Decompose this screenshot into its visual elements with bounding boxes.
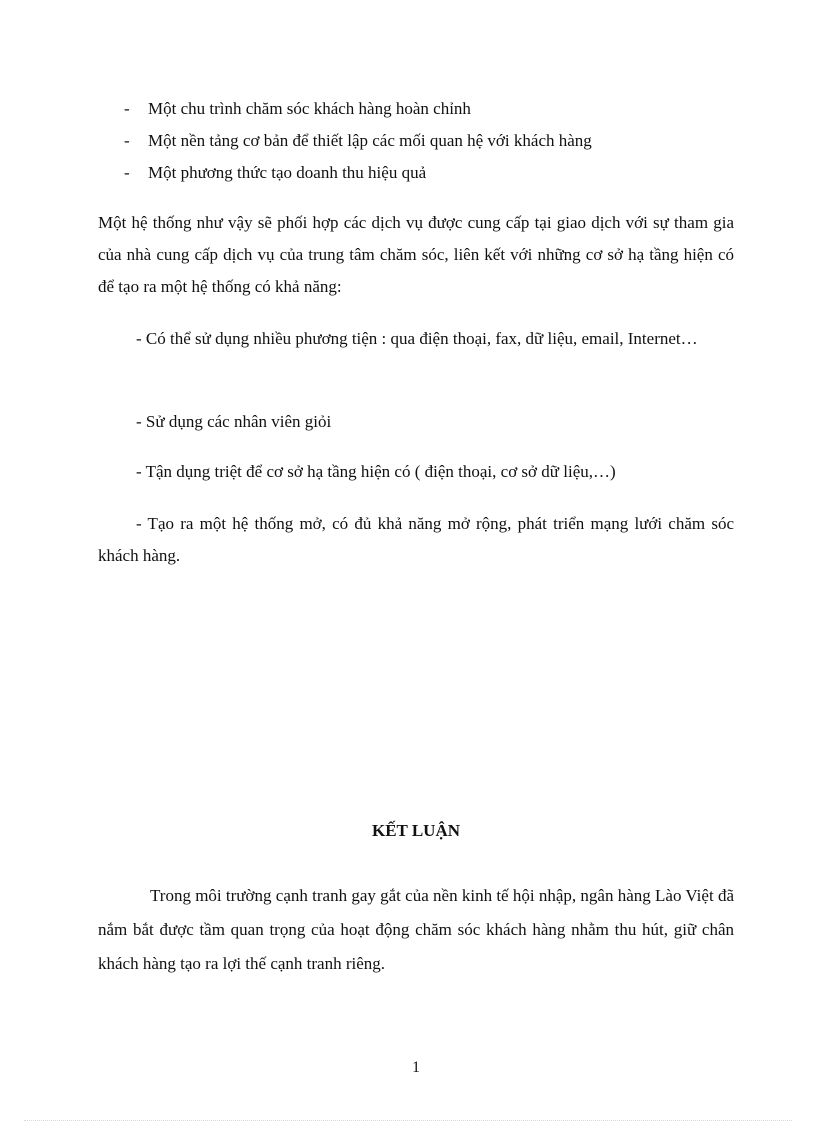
bullet-text: Một phương thức tạo doanh thu hiệu quả bbox=[148, 163, 427, 182]
capability-item: - Tận dụng triệt để cơ sở hạ tầng hiện có ( điện thoại, cơ sở dữ liệu,…) bbox=[136, 462, 616, 481]
intro-paragraph: Một hệ thống như vậy sẽ phối hợp các dịch vụ được cung cấp tại giao dịch với sự tham gia của nhà cung cấp dịch vụ của trung tâm chăm sóc, liên kết với những cơ sở hạ tầng hiện có để tạo ra một hệ thống có khả năng: bbox=[98, 213, 734, 296]
page-bottom-divider bbox=[24, 1120, 792, 1121]
bullet-dash: - bbox=[124, 99, 130, 118]
bullet-text: Một chu trình chăm sóc khách hàng hoàn chỉnh bbox=[148, 99, 471, 118]
bullet-list bbox=[124, 96, 744, 192]
conclusion-paragraph: Trong môi trường cạnh tranh gay gắt của nền kinh tế hội nhập, ngân hàng Lào Việt đã nắm bắt được tầm quan trọng của hoạt động chăm sóc khách hàng nhằm thu hút, giữ chân khách hàng tạo ra lợi thế cạnh tranh riêng. bbox=[98, 886, 734, 973]
page-number: 1 bbox=[412, 1059, 420, 1076]
capability-item: - Tạo ra một hệ thống mở, có đủ khả năng mở rộng, phát triển mạng lưới chăm sóc khách hàng. bbox=[98, 514, 734, 565]
bullet-text: Một nền tảng cơ bản để thiết lập các mối quan hệ với khách hàng bbox=[148, 131, 592, 150]
conclusion-heading: KẾT LUẬN bbox=[371, 821, 460, 840]
bullet-dash: - bbox=[124, 131, 130, 150]
bullet-item bbox=[124, 128, 744, 160]
capability-item: - Sử dụng các nhân viên giỏi bbox=[136, 412, 332, 431]
bullet-dash: - bbox=[124, 163, 130, 182]
capability-item: - Có thể sử dụng nhiều phương tiện : qua điện thoại, fax, dữ liệu, email, Internet… bbox=[136, 329, 698, 348]
bullet-item bbox=[124, 96, 744, 128]
bullet-item bbox=[124, 160, 744, 192]
